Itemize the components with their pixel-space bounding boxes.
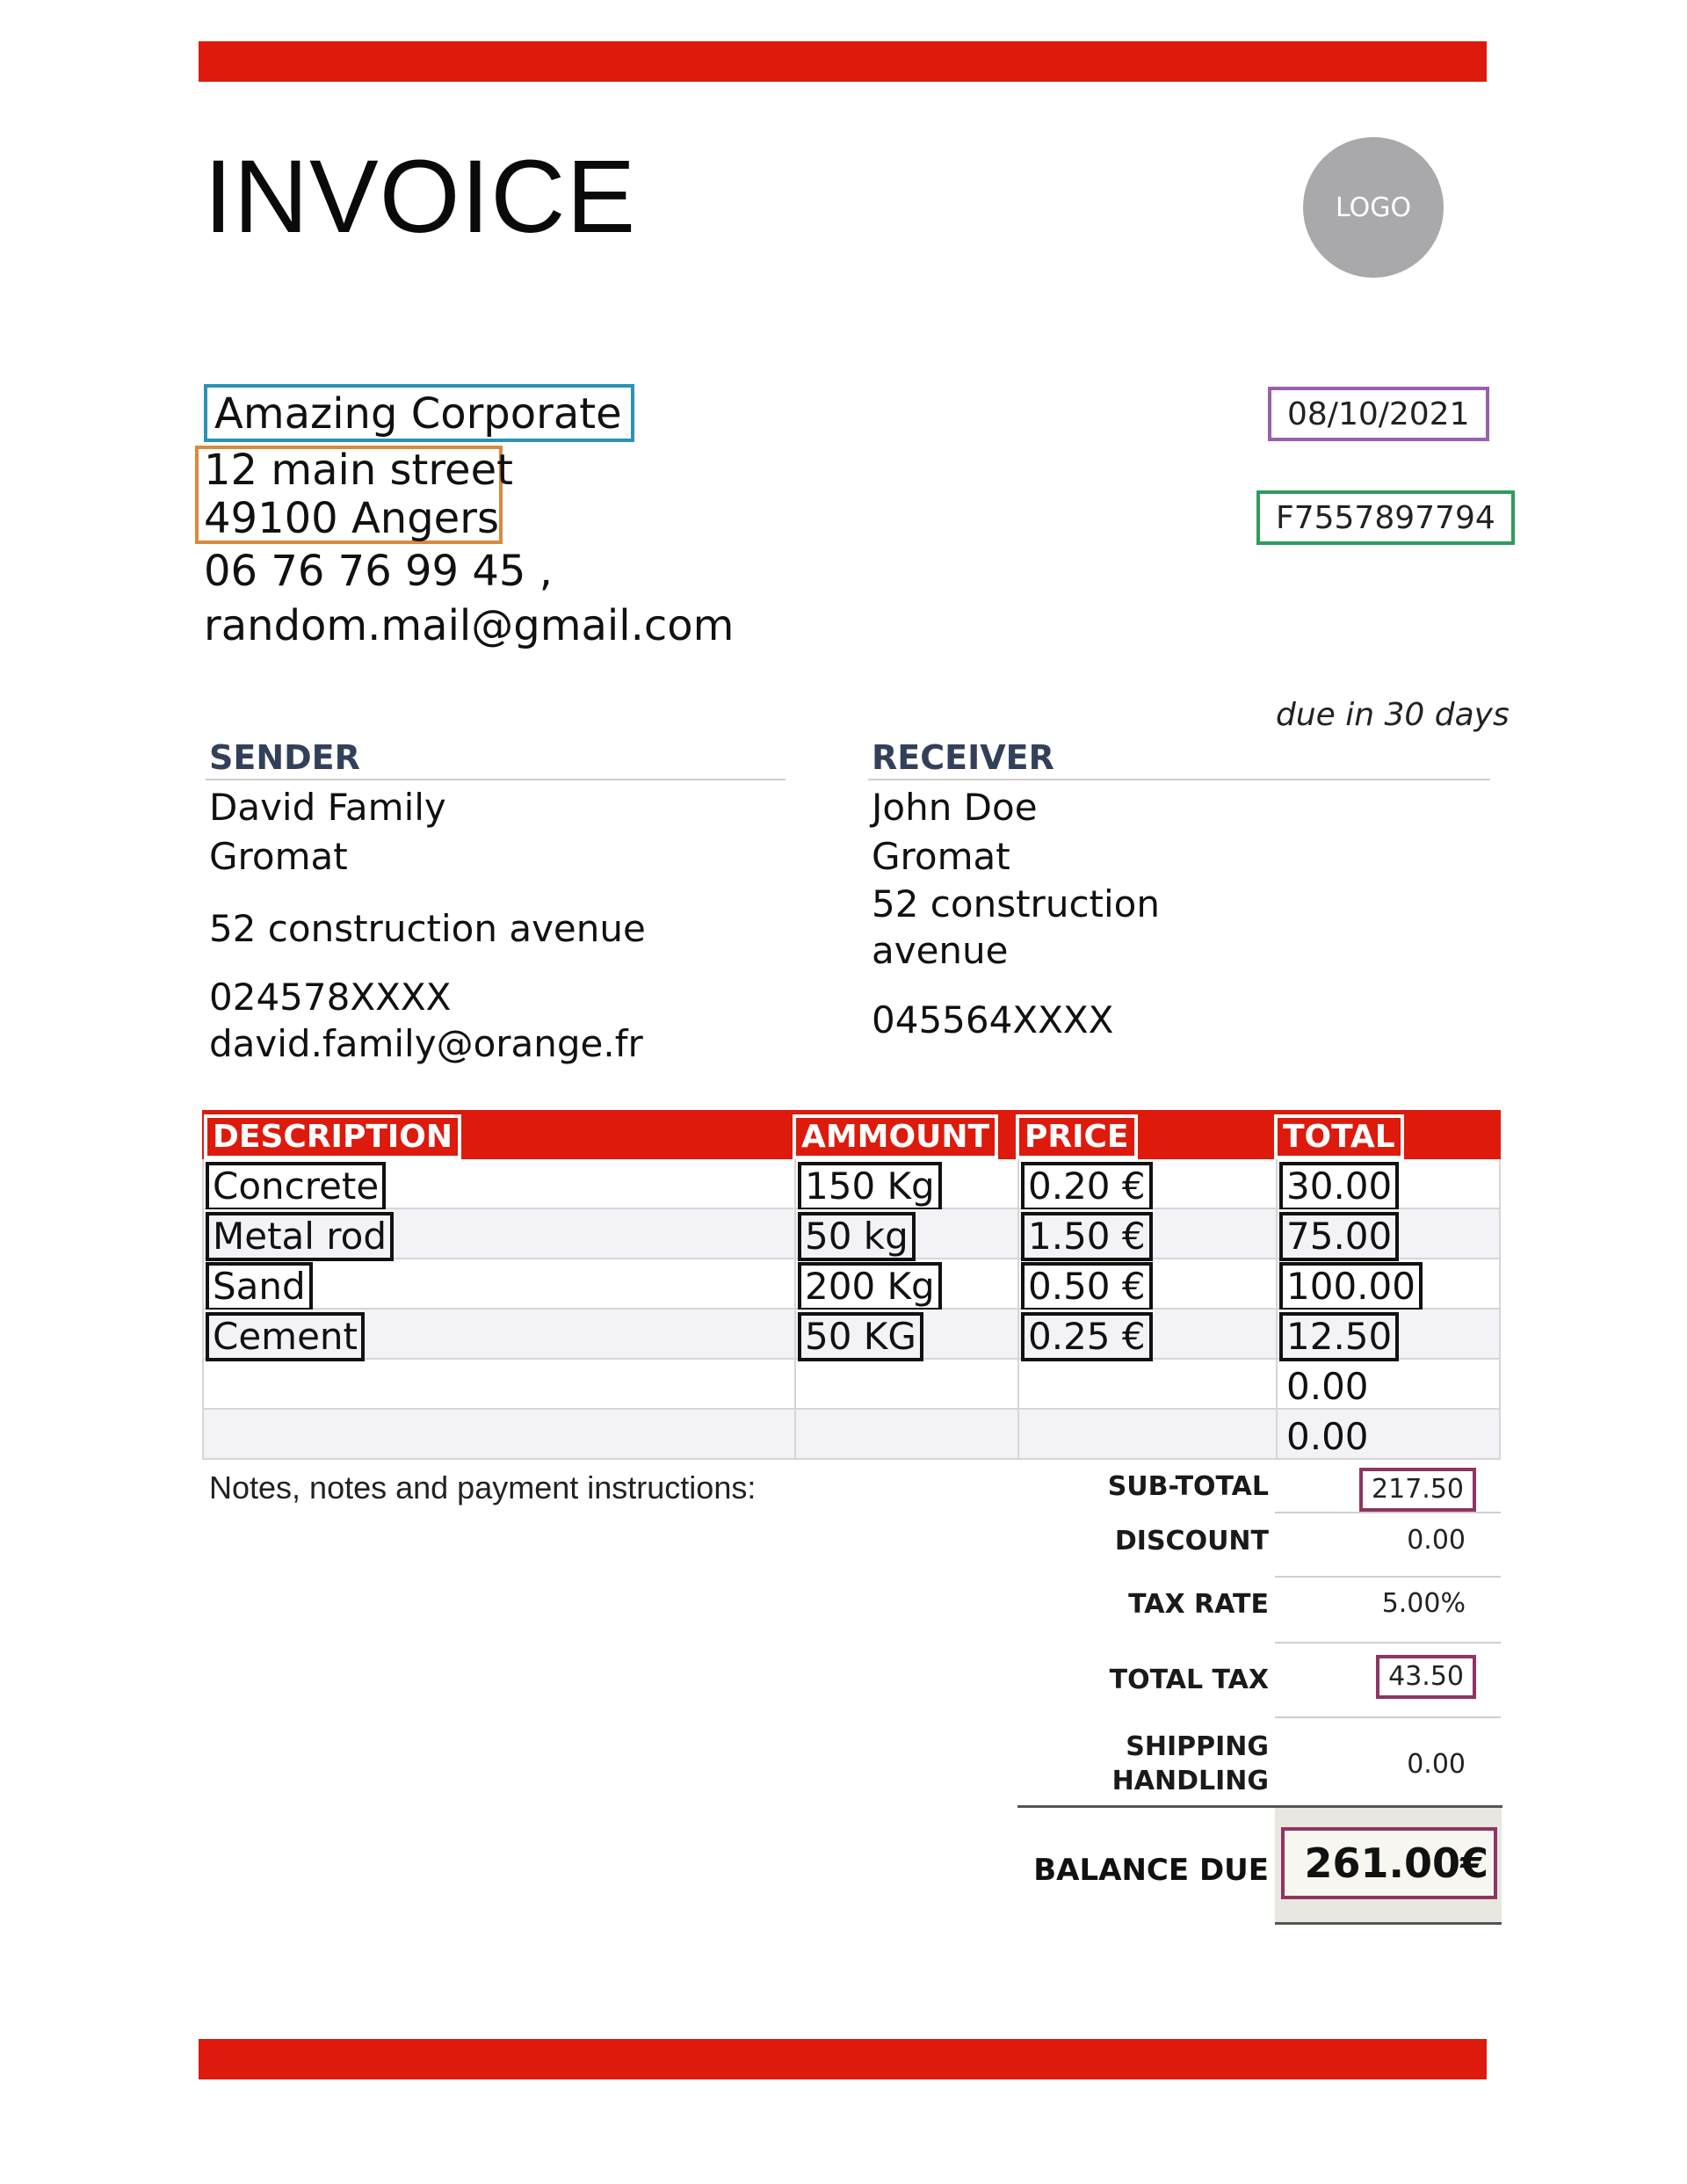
cell-amount: 200 Kg [798,1262,942,1311]
cell-price: 1.50 € [1021,1212,1153,1261]
receiver-heading: RECEIVER [872,738,1054,777]
subtotal-value: 217.50 [1359,1468,1476,1512]
bottom-accent-bar [199,2039,1487,2079]
shipping-label-line2: HANDLING [1111,1766,1269,1796]
tax-rate-value: 5.00% [1381,1588,1466,1619]
receiver-name: John Doe [872,786,1038,829]
discount-divider [1275,1576,1501,1578]
receiver-company: Gromat [872,835,1010,878]
cell-description: Metal rod [206,1212,394,1261]
notes-label: Notes, notes and payment instructions: [209,1469,757,1506]
items-table [202,1110,1501,1460]
company-email: random.mail@gmail.com [204,601,735,650]
cell-amount: 50 kg [798,1212,916,1261]
company-phone: 06 76 76 99 45 , [204,547,553,596]
cell-price: 0.20 € [1021,1162,1153,1211]
invoice-title: INVOICE [204,139,637,255]
table-row [202,1360,1501,1410]
header-amount: AMMOUNT [793,1114,998,1159]
top-accent-bar [199,41,1487,82]
header-price: PRICE [1016,1114,1138,1159]
cell-price: 0.25 € [1021,1312,1153,1361]
shipping-label [1112,1730,1269,1798]
receiver-address-line1: 52 construction [872,882,1160,925]
sender-address: 52 construction avenue [209,907,646,950]
discount-value: 0.00 [1407,1525,1466,1556]
sender-phone: 024578XXXX [209,976,452,1019]
table-header-row [202,1110,1501,1159]
cell-total: 75.00 [1279,1212,1399,1261]
cell-total: 0.00 [1286,1365,1369,1408]
cell-description: Concrete [206,1162,386,1211]
header-description: DESCRIPTION [204,1114,461,1159]
company-city: 49100 Angers [204,494,499,543]
table-row [202,1310,1501,1360]
total-tax-divider [1275,1716,1501,1718]
sender-company: Gromat [209,835,348,878]
balance-due-cell [1275,1808,1502,1925]
receiver-address-line2: avenue [872,929,1009,972]
cell-price: 0.50 € [1021,1262,1153,1311]
sender-heading: SENDER [209,738,360,777]
company-name: Amazing Corporate [204,384,634,442]
balance-due-value: 261.00€ [1281,1827,1497,1899]
receiver-phone: 045564XXXX [872,998,1114,1041]
cell-amount: 150 Kg [798,1162,942,1211]
table-row [202,1159,1501,1209]
total-tax-label: TOTAL TAX [1109,1665,1269,1695]
balance-due-label: BALANCE DUE [1033,1853,1269,1888]
cell-description: Cement [206,1312,365,1361]
cell-total: 30.00 [1279,1162,1399,1211]
cell-amount: 50 KG [798,1312,923,1361]
tax-rate-label: TAX RATE [1128,1589,1269,1620]
table-row [202,1259,1501,1310]
sender-email: david.family@orange.fr [209,1022,643,1065]
tax-rate-divider [1275,1642,1501,1643]
table-row [202,1410,1501,1460]
logo-label: LOGO [1335,192,1412,223]
due-terms: due in 30 days [1276,697,1510,733]
shipping-value: 0.00 [1407,1749,1466,1780]
cell-total: 100.00 [1279,1262,1423,1311]
cell-description: Sand [206,1262,313,1311]
subtotal-label: SUB-TOTAL [1107,1471,1269,1502]
cell-total: 12.50 [1279,1312,1399,1361]
sender-divider [206,779,786,780]
invoice-date: 08/10/2021 [1268,387,1489,441]
subtotal-divider [1275,1512,1501,1513]
total-tax-value: 43.50 [1376,1655,1476,1699]
table-row [202,1209,1501,1259]
sender-name: David Family [209,786,446,829]
header-total: TOTAL [1274,1114,1404,1159]
invoice-number: F7557897794 [1256,490,1515,545]
cell-total: 0.00 [1286,1415,1369,1458]
company-street: 12 main street [204,446,513,495]
receiver-divider [868,779,1490,780]
shipping-label-line1: SHIPPING [1126,1731,1269,1762]
logo-placeholder [1303,137,1444,278]
discount-label: DISCOUNT [1114,1526,1269,1556]
